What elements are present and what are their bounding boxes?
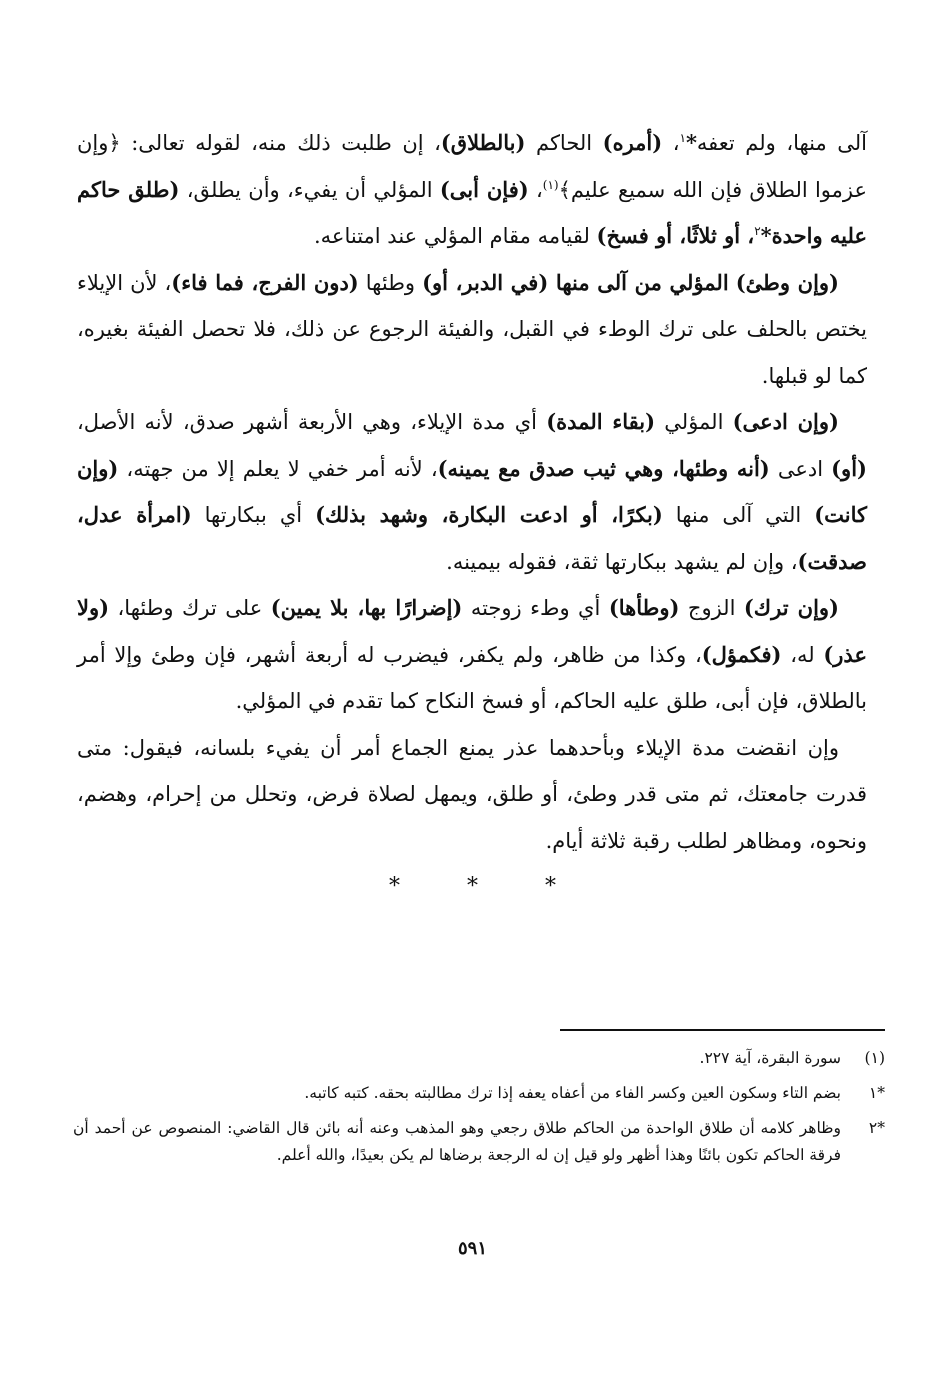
sharh-text: أي مدة الإيلاء، وهي الأربعة أشهر صدق، لأنه الأصل، [77, 410, 547, 434]
sharh-text: له، [781, 642, 824, 667]
matn-text: (ولا عذر) [77, 595, 867, 667]
sharh-text: لقيامه مقام المؤلي عند امتناعه. [314, 224, 597, 248]
sharh-text: وطئها [358, 270, 423, 295]
matn-text: (بكرًا، أو ادعت البكارة، وشهد بذلك) [315, 502, 663, 527]
matn-text: (بالطلاق) [440, 130, 526, 155]
footnotes [73, 1045, 885, 1177]
sharh-text: وإن انقضت مدة الإيلاء وبأحدهما عذر يمنع الجماع أمر أن يفيء بلسانه، فيقول: متى قدرت جامعتك، ثم متى قدر وطئ، أو طلق، ويمهل لصلاة فرض، وتحلل من إحرام، وهضم، ونحوه، ومظاهر لطلب رقبة ثلاثة أيام. [77, 735, 867, 853]
sharh-text: الحاكم [525, 131, 603, 155]
matn-text: المؤلي من آلى منها (في الدبر، أو) [422, 269, 729, 295]
matn-text: * [760, 223, 772, 248]
footnote-reference: ١ [679, 131, 686, 145]
sharh-text: أي ببكارتها [191, 503, 316, 527]
footnote-marker: *٢ [868, 1119, 885, 1137]
sharh-text: ، وإن لم يشهد ببكارتها ثقة، فقوله بيمينه. [446, 549, 798, 574]
matn-text: (بقاء المدة) [546, 409, 656, 434]
footnote-divider [560, 1029, 885, 1031]
matn-text: (وإن ترك) [743, 595, 839, 620]
matn-text: (فإن أبى) [439, 176, 529, 202]
paragraph [77, 120, 867, 260]
paragraph [77, 725, 867, 865]
sharh-text: ، لأن الإيلاء يختص بالحلف على ترك الوطء في القبل، والفيئة الرجوع عن ذلك، فلا تحصل الفيئة بغيره، كما لو قبلها. [77, 270, 867, 388]
sharh-text [729, 271, 736, 295]
sharh-text: أي وطء زوجته [462, 596, 609, 620]
matn-text: (فكمؤل) [701, 641, 782, 667]
sharh-text: ، وكذا من ظاهر، ولم يكفر، فيضرب له أربعة أشهر، فإن وطئ وإلا أمر بالطلاق، فإن أبى، طلق عليه الحاكم، أو فسخ النكاح كما تقدم في المؤلي. [77, 642, 867, 713]
matn-text: ، أو ثلاثًا، أو فسخ) [596, 223, 755, 248]
page-number: ٥٩١ [457, 1238, 487, 1259]
footnote-reference: (١) [542, 177, 559, 192]
footnote-reference: ٢ [754, 224, 761, 238]
matn-text: (دون الفرج، فما فاء) [171, 269, 359, 295]
footnote-marker: (١) [864, 1049, 885, 1067]
footnote [73, 1045, 885, 1072]
footnote-text: بضم التاء وسكون العين وكسر الفاء من أعفاه يعفه إذا ترك مطالبته بحقه. كتبه كاتبه. [304, 1084, 841, 1102]
sharh-text: ، [662, 131, 680, 155]
matn-text: (وإن كانت) [77, 455, 867, 527]
matn-text: (امرأة عدل، صدقت) [77, 502, 867, 574]
separator-star: * [467, 874, 478, 899]
matn-text: (وإن وطئ) [735, 269, 839, 295]
sharh-text: الزوج [679, 596, 744, 620]
matn-text: (طلق حاكم عليه واحدة [77, 176, 867, 248]
sharh-text: التي آلى منها [662, 503, 815, 527]
section-separator [0, 874, 945, 899]
matn-text: (أمره) [602, 130, 663, 155]
separator-star: * [545, 874, 556, 899]
matn-text: (وطأها) [608, 595, 680, 620]
matn-text: (أو) [831, 455, 867, 481]
sharh-text: على ترك وطئها، [109, 596, 271, 620]
paragraph [77, 585, 867, 725]
sharh-text: المؤلي [655, 410, 733, 434]
sharh-text: آلى منها، ولم تعفه [696, 131, 868, 155]
sharh-text: ، [528, 177, 543, 202]
matn-text: (أنه وطئها، وهي ثيب صدق مع يمينه) [437, 455, 770, 481]
footnote-text: وظاهر كلامه أن طلاق الواحدة من الحاكم طلاق رجعي وهو المذهب وعنه أنه بائن قال القاضي: المنصوص عن أحمد أن فرقة الحاكم تكون بائنًا وهذا أظهر ولو قيل إن له الرجعة برضاها لم يكن بعيدًا، والله أعلم. [73, 1119, 841, 1164]
paragraph [77, 260, 867, 400]
sharh-text: ، لأنه أمر خفي لا يعلم إلا من جهته، [118, 456, 438, 481]
main-text [77, 120, 867, 864]
footnote [73, 1080, 885, 1107]
footnote-marker: *١ [868, 1084, 885, 1102]
matn-text: (إضرارًا بها، بلا يمين) [270, 595, 463, 620]
paragraph [77, 399, 867, 585]
matn-text: * [685, 130, 697, 155]
footnote-text: سورة البقرة، آية ٢٢٧. [699, 1049, 841, 1067]
sharh-text: ، إن طلبت ذلك منه، لقوله تعالى: ﴿وإن عزموا الطلاق فإن الله سميع عليم﴾ [77, 131, 868, 202]
footnote [73, 1115, 885, 1169]
sharh-text: ادعى [769, 456, 832, 481]
separator-star: * [389, 874, 400, 899]
sharh-text: المؤلي أن يفيء، وأن يطلق، [179, 177, 440, 202]
matn-text: (وإن ادعى) [732, 409, 839, 434]
